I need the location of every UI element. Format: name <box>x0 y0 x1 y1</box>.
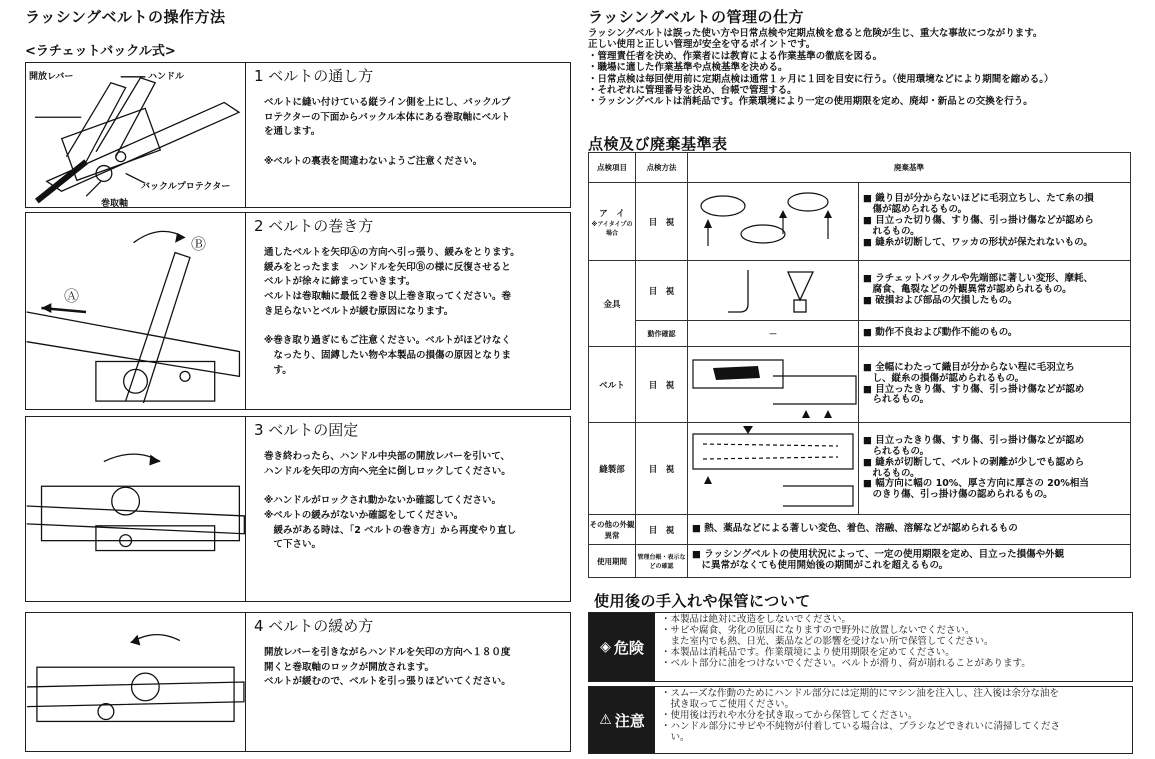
step-4-body: 開放レバーを引きながらハンドルを矢印の方向へ１８０度 開くと巻取軸のロックが開放されます。 ベルトが緩むので、ベルトを引っ張りほどいてください。 <box>264 647 511 688</box>
step-4-panel <box>25 612 571 752</box>
label-buckle-protector: バックルプロテクター <box>141 182 231 192</box>
operation-subtitle: <ラチェットバックル式> <box>25 44 176 59</box>
step-4-heading: 4 ベルトの緩め方 <box>254 617 374 635</box>
step-1-heading: 1 ベルトの通し方 <box>254 67 374 85</box>
row-method: 動作確認 <box>636 321 688 347</box>
label-winding-shaft: 巻取軸 <box>101 199 129 207</box>
table-header-row <box>589 153 1131 183</box>
step-3-panel <box>25 416 571 602</box>
row-criteria: ■ 全幅にわたって織目が分からない程に毛羽立ち し、縦糸の損傷が認められるもの。 ■ 目立ったきり傷、すり傷、引っ掛け傷などが認め られるもの。 <box>859 347 1131 423</box>
table-row <box>589 347 1131 423</box>
table-row <box>589 515 1131 545</box>
label-arrow-b: Ⓑ <box>191 235 207 253</box>
management-text <box>588 28 1054 108</box>
header-item: 点検項目 <box>589 153 636 183</box>
row-criteria: ■ 熱、薬品などによる著しい変色、着色、溶融、溶解などが認められるもの <box>688 515 1131 545</box>
stitching-damage-illustration <box>688 423 859 515</box>
management-line: ・ラッシングベルトは消耗品です。作業環境により一定の使用期限を定め、廃却・新品との交換を行う。 <box>588 96 1033 108</box>
label-release-lever: 開放レバー <box>29 72 74 82</box>
table-row <box>589 321 1131 347</box>
hardware-illustration <box>688 261 859 321</box>
row-item: 縫製部 <box>589 423 636 515</box>
management-title: ラッシングベルトの管理の仕方 <box>588 8 805 26</box>
step-3-body: 巻き終わったら、ハンドル中央部の開放レバーを引いて、 ハンドルを矢印の方向へ完全に倒しロックしてください。 ※ハンドルがロックされ動かないか確認してください。 ※ベルトの緩みがないか確認をしてください。 緩みがある時は、「2 ベルトの巻き方」から再度やり直し て下さい。 <box>264 451 517 551</box>
row-method: 目 視 <box>636 423 688 515</box>
row-method: 目 視 <box>636 515 688 545</box>
inspection-table <box>588 152 1131 578</box>
row-item: 金具 <box>589 261 636 347</box>
management-line: ・それぞれに管理番号を決め、台帳で管理する。 <box>588 84 797 96</box>
header-criteria: 廃棄基準 <box>688 153 1131 183</box>
warning-triangle-icon: ⚠ <box>599 712 612 728</box>
management-line: ・日常点検は毎回使用前に定期点検は通常１ヶ月に１回を目安に行う。（使用環境などにより期間を縮める。） <box>588 73 1054 85</box>
inspection-table-title: 点検及び廃棄基準表 <box>588 135 728 153</box>
care-title: 使用後の手入れや保管について <box>594 592 811 610</box>
buckle-locking-drawing <box>26 417 245 601</box>
step-1-panel <box>25 62 571 208</box>
belt-damage-illustration <box>688 347 859 423</box>
row-criteria: ■ 動作不良および動作不能のもの。 <box>859 321 1131 347</box>
operation-title: ラッシングベルトの操作方法 <box>25 8 226 26</box>
caution-box <box>588 686 1133 754</box>
step-4-illustration <box>26 613 246 751</box>
step-3-illustration <box>26 417 246 601</box>
step-2-panel <box>25 212 571 410</box>
danger-text: ・本製品は絶対に改造をしないでください。 ・サビや腐食、劣化の原因になりますので野外に放置しないでください。 また室内でも熱、日光、薬品などの影響を受けない所で保管してください。 ・本製品は消耗品です。作業環境により使用期限を定めてください。 ・ベルト部分に油をつけないでください。ベルトが滑り、荷が崩れることがあります。 <box>661 614 1031 669</box>
table-row <box>589 183 1131 261</box>
row-method: 目 視 <box>636 183 688 261</box>
label-handle: ハンドル <box>148 72 185 82</box>
step-2-illustration <box>26 213 246 409</box>
step-3-heading: 3 ベルトの固定 <box>254 421 359 439</box>
caution-label: ⚠ 注意 <box>589 687 655 753</box>
row-method: 目 視 <box>636 261 688 321</box>
row-criteria: ■ 目立ったきり傷、すり傷、引っ掛け傷などが認め られるもの。 ■ 縫糸が切断して、ベルトの剥離が少しでも認めら れるもの。 ■ 幅方向に幅の 10%、厚さ方向に厚さの 20%相当 のきり傷、引っ掛け傷の認められるもの。 <box>859 423 1131 515</box>
row-method: 管理台帳・表示などの確認 <box>636 545 688 578</box>
buckle-winding-drawing <box>26 213 245 409</box>
step-1-illustration <box>26 63 246 207</box>
management-line: ラッシングベルトは誤った使い方や日常点検や定期点検を怠ると危険が生じ、重大な事故につながります。 <box>588 28 1043 39</box>
table-row <box>589 423 1131 515</box>
row-method: 目 視 <box>636 347 688 423</box>
row-item: その他の外観異常 <box>589 515 636 545</box>
management-line: ・管理責任者を決め、作業者には教育による作業基準の徹底を図る。 <box>588 50 883 62</box>
caution-text: ・スムーズな作動のためにハンドル部分には定期的にマシン油を注入し、注入後は余分な油を 拭き取ってご使用ください。 ・使用後は汚れや水分を拭き取ってから保管してください。 ・ハンドル部分にサビや不純物が付着している場合は、ブラシなどできれいに清掃してくださ い。 <box>661 688 1061 743</box>
row-item: ア イ ※アイタイプの場合 <box>589 183 636 261</box>
management-line: ・職場に適した作業基準や点検基準を決める。 <box>588 62 788 74</box>
warning-diamond-icon: ◈ <box>600 639 611 655</box>
row-criteria: ■ ラチェットバックルや先端部に著しい変形、摩耗、 腐食、亀裂などの外観異常が認められるもの。 ■ 破損および部品の欠損したもの。 <box>859 261 1131 321</box>
buckle-releasing-drawing <box>26 613 245 751</box>
label-arrow-a: Ⓐ <box>64 287 80 305</box>
row-criteria: ■ ラッシングベルトの使用状況によって、一定の使用期限を定め、目立った損傷や外観 に異常がなくても使用開始後の期間がこれを超えるもの。 <box>688 545 1131 578</box>
danger-box <box>588 612 1133 682</box>
step-1-body: ベルトに縫い付けている縦ライン側を上にし、バックルプ ロテクターの下面からバックル本体にある巻取軸にベルト を通します。 ※ベルトの裏表を間違わないようご注意ください。 <box>264 97 511 167</box>
row-criteria: ■ 織り目が分からないほどに毛羽立ちし、たて糸の損 傷が認められるもの。 ■ 目立った切り傷、すり傷、引っ掛け傷などが認めら れるもの。 ■ 縫糸が切断して、ワッカの形状が保たれないもの。 <box>859 183 1131 261</box>
danger-label: ◈ 危険 <box>589 613 655 681</box>
step-2-heading: 2 ベルトの巻き方 <box>254 217 374 235</box>
table-row <box>589 261 1131 321</box>
header-method: 点検方法 <box>636 153 688 183</box>
table-row <box>589 545 1131 578</box>
row-item: ベルト <box>589 347 636 423</box>
step-2-body: 通したベルトを矢印Ⓐの方向へ引っ張り、緩みをとります。 緩みをとったまま ハンドルを矢印Ⓑの様に反復させると ベルトが徐々に締まっていきます。 ベルトは巻取軸に最低２巻き以上巻き取ってください。巻 き足らないとベルトが緩む原因になります。 ※巻き取り過ぎにもご注意ください。ベルトがほどけなく なったり、固縛したい物や本製品の損傷の原因となりま す。 <box>264 247 520 376</box>
management-line: 正しい使用と正しい管理が安全を守るポイントです。 <box>588 39 816 51</box>
row-item: 使用期間 <box>589 545 636 578</box>
row-middle: － <box>688 321 859 347</box>
eye-damage-illustration <box>688 183 859 261</box>
